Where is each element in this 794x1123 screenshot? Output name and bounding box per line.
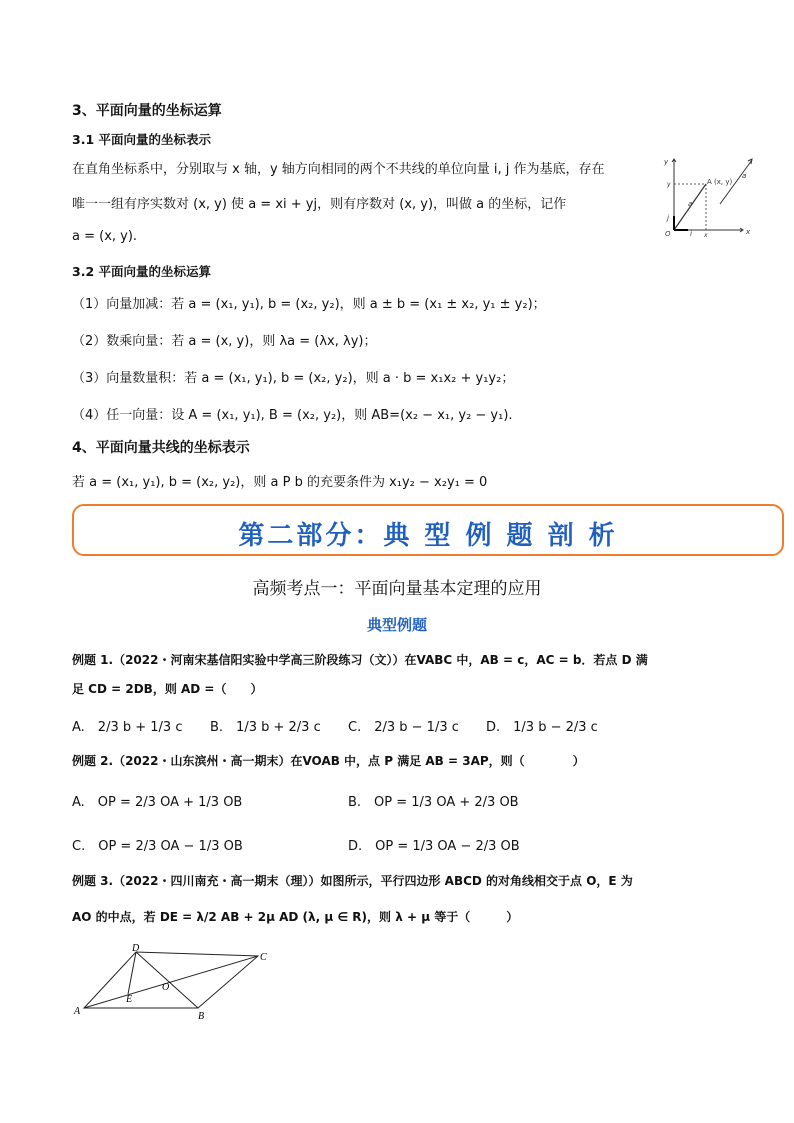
example1-option-c[interactable]: C. 2/3 b − 1/3 c: [348, 720, 459, 735]
examples-title: 典型例题: [366, 616, 427, 634]
y-tick-label: y: [667, 181, 671, 188]
point-e-label: E: [126, 994, 133, 1005]
vertex-a-label: A: [74, 1006, 81, 1017]
example1-option-a[interactable]: A. 2/3 b + 1/3 c: [72, 720, 183, 735]
example2-line1: 例题 2.（2022・山东滨州・高一期末）在VOAB 中，点 P 满足 AB = 3AP，则（ ）: [72, 754, 585, 768]
vertex-c-label: C: [260, 952, 267, 963]
section3-1-heading: 3.1 平面向量的坐标表示: [72, 132, 211, 147]
example1-line1: 例题 1.（2022・河南宋基信阳实验中学高三阶段练习（文））在VABC 中，AB = c，AC = b．若点 D 满: [72, 653, 648, 667]
y-axis-label: y: [664, 158, 669, 166]
unit-i-label: i: [690, 230, 692, 238]
rule-any-vector: （4）任一向量：设 A = (x₁, y₁), B = (x₂, y₂)，则 AB=(x₂ − x₁, y₂ − y₁).: [72, 408, 513, 423]
example2-option-a[interactable]: A. OP = 2/3 OA + 1/3 OB: [72, 795, 243, 810]
part-two-banner: [72, 504, 784, 556]
example2-option-c[interactable]: C. OP = 2/3 OA − 1/3 OB: [72, 839, 243, 854]
rule-scalar-multiply: （2）数乘向量：若 a = (x, y)，则 λa = (λx, λy)；: [72, 334, 377, 349]
vector-a-label: a: [688, 200, 693, 208]
point-o-label: O: [162, 982, 170, 993]
example2-option-d[interactable]: D. OP = 1/3 OA − 2/3 OB: [348, 839, 520, 854]
unit-j-label: j: [667, 214, 669, 222]
collinear-condition: 若 a = (x₁, y₁), b = (x₂, y₂)，则 a P b 的充要条件为 x₁y₂ − x₂y₁ = 0: [72, 475, 488, 490]
vertex-d-label: D: [132, 943, 140, 954]
x-tick-label: x: [704, 232, 708, 238]
section3-1-line2: 唯一一组有序实数对 (x, y) 使 a = xi + yj，则有序数对 (x, y)，叫做 a 的坐标，记作: [72, 197, 567, 212]
section4-heading: 4、平面向量共线的坐标表示: [72, 440, 250, 456]
example3-line2: AO 的中点，若 DE = λ/2 AB + 2μ AD (λ, μ ∈ R)，则 λ + μ 等于（ ）: [72, 910, 519, 924]
point-a-label: A (x, y): [707, 178, 733, 186]
rule-dot-product: （3）向量数量积：若 a = (x₁, y₁), b = (x₂, y₂)，则 a · b = x₁x₂ + y₁y₂；: [72, 371, 515, 386]
topic-title: 高频考点一：平面向量基本定理的应用: [252, 579, 542, 599]
rule-add-subtract: （1）向量加减：若 a = (x₁, y₁), b = (x₂, y₂)，则 a ± b = (x₁ ± x₂, y₁ ± y₂)；: [72, 297, 546, 312]
section3-heading: 3、平面向量的坐标运算: [72, 103, 222, 119]
section3-2-heading: 3.2 平面向量的坐标运算: [72, 264, 211, 279]
vertex-b-label: B: [198, 1011, 205, 1020]
x-axis-label: x: [746, 228, 751, 236]
example1-option-d[interactable]: D. 1/3 b − 2/3 c: [486, 720, 598, 735]
banner-title: 第二部分：典 型 例 题 剖 析: [238, 521, 618, 551]
coordinate-vector-figure: [662, 156, 756, 238]
vector-a-copy-label: a: [742, 172, 747, 180]
example1-line2: 足 CD = 2DB，则 AD =（ ）: [72, 682, 263, 696]
origin-label: O: [665, 230, 671, 238]
parallelogram-figure: [72, 940, 278, 1020]
example1-option-b[interactable]: B. 1/3 b + 2/3 c: [210, 720, 321, 735]
section3-1-line1: 在直角坐标系中，分别取与 x 轴，y 轴方向相同的两个不共线的单位向量 i, j 作为基底，存在: [72, 162, 605, 177]
example2-option-b[interactable]: B. OP = 1/3 OA + 2/3 OB: [348, 795, 519, 810]
section3-1-line3: a = (x, y).: [72, 229, 138, 244]
example3-line1: 例题 3.（2022・四川南充・高一期末（理））如图所示，平行四边形 ABCD 的对角线相交于点 O，E 为: [72, 874, 633, 888]
